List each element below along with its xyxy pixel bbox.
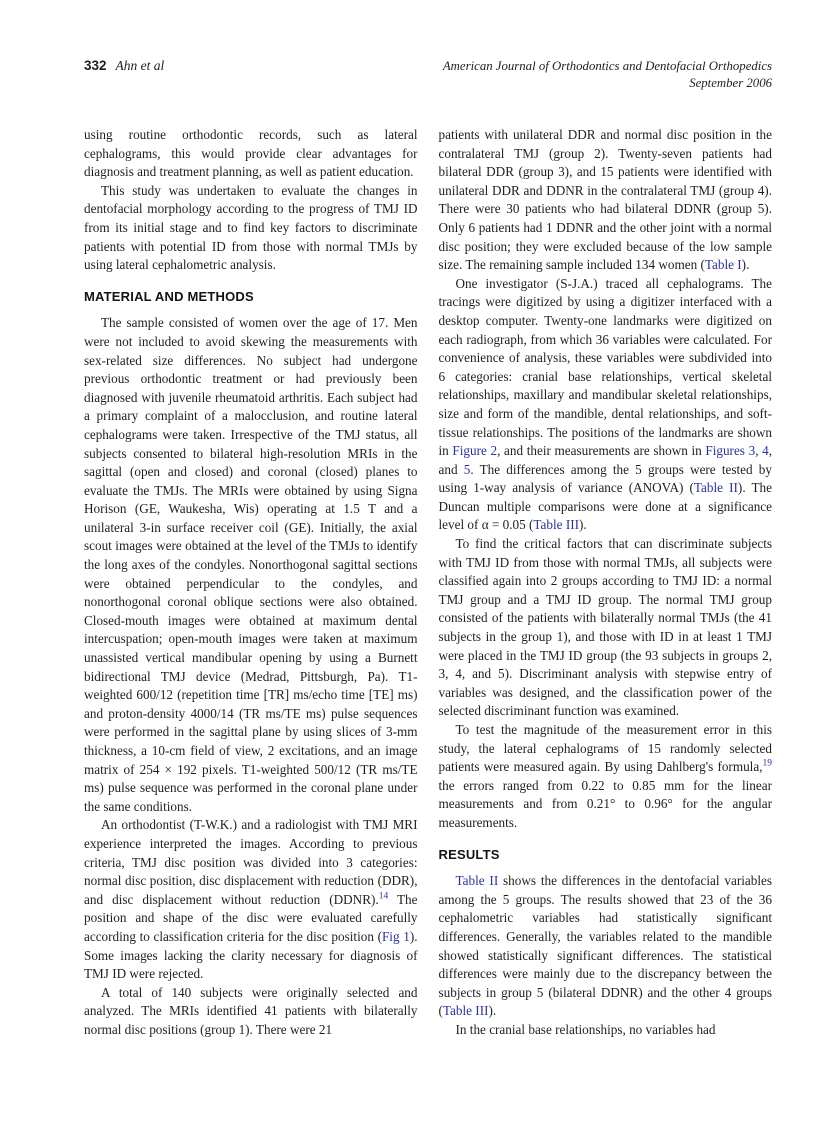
paragraph (439, 535, 773, 721)
cross-reference-link[interactable]: 4 (762, 443, 769, 459)
running-header-left (84, 58, 164, 74)
journal-title: American Journal of Orthodontics and Dentofacial Orthopedics (442, 59, 772, 73)
cross-reference-link[interactable]: Fig 1 (381, 928, 410, 944)
text-run: To test the magnitude of the measurement error in this study, the lateral cephalograms of 15 randomly selected patients were measured again. By using Dahlberg's formula, (438, 722, 772, 775)
cross-reference-link[interactable]: Table II (693, 480, 738, 496)
text-run: ). The Duncan multiple comparisons were done at a significance level of α = 0.05 ( (438, 480, 772, 533)
text-run: , and their measurements are shown in (497, 443, 706, 459)
issue-date: September 2006 (689, 76, 772, 90)
text-run: To find the critical factors that can discriminate subjects with TMJ ID from those with normal TMJs, all subjects were classified again into 2 groups according to TMJ ID: a normal TMJ group and a TMJ ID group. The normal TMJ group consisted of the patients with bilaterally normal TMJs (the 41 subjects in the group 1), and those with ID in at least 1 TMJ were placed in the TMJ ID group (the 93 subjects in groups 2, 3, 4, and 5). Discriminant analysis with stepwise entry of variables was designed, and the classification power of the selected discriminant function was examined. (438, 536, 772, 719)
paragraph (439, 872, 773, 1021)
text-run: , (755, 443, 763, 459)
cross-reference-link[interactable]: Figure 2 (452, 443, 498, 459)
text-run: A total of 140 subjects were originally selected and analyzed. The MRIs identified 41 patients with bilaterally normal disc positions (group 1). There were 21 (84, 984, 418, 1037)
text-run: In the cranial base relationships, no variables had (455, 1021, 716, 1037)
text-run: using routine orthodontic records, such as lateral cephalograms, this would provide clear advantages for diagnosis and treatment planning, as well as patient education. (84, 127, 418, 180)
paragraph (84, 126, 418, 182)
cross-reference-link[interactable]: Table II (455, 873, 499, 889)
paragraph (439, 721, 773, 833)
cross-reference-link[interactable]: 5 (463, 461, 471, 477)
cross-reference-link[interactable]: Table I (704, 257, 742, 273)
paragraph (439, 1021, 773, 1040)
text-run: The sample consisted of women over the age of 17. Men were not included to avoid skewing the measurements with sex-related size differences. No subject had undergone previous orthodontic treatment or had previously been diagnosed with juvenile rheumatoid arthritis. Each subject had a primary complaint of a malocclusion, and routine lateral cephalograms were taken. Irrespective of the TMJ status, all subjects consented to bilateral high-resolution MRIs in the sagittal (open and closed) and coronal (closed) planes to evaluate the TMJs. The MRIs were obtained by using Signa Horison (GE, Waukesha, Wis) operating at 1.5 T and a unilateral 3-in surface receiver coil (GE). Initially, the axial scout images were obtained at the level of the TMJs to identify the long axes of the condyles. Nonorthogonal sagittal sections were obtained perpendicular to the condyles, and nonorthogonal coronal oblique sections were also obtained. Closed-mouth images were obtained at maximum dental intercuspation; open-mouth images were taken at maximum unassisted vertical mandibular opening by using a Burnett bidirectional TMJ device (Medrad, Pittsburgh, Pa). T1-weighted 600/12 (repetition time [TR] ms/echo time [TE] ms) and proton-density 4000/14 (TR ms/TE ms) pulse sequences were performed in the sagittal plane by using slices of 3-mm thickness, a 10-cm field of view, 2 excitations, and an image matrix of 254 × 192 pixels. T1-weighted 500/12 (TR ms/TE ms) pulse sequence was performed in the coronal plane under the same conditions. (84, 315, 418, 814)
running-header (84, 58, 772, 92)
text-run: This study was undertaken to evaluate the changes in dentofacial morphology according to the progress of TMJ ID from its initial stage and to find key factors to discriminate patients with potential ID from those with normal TMJs by using lateral cephalometric analysis. (84, 182, 418, 273)
text-run: One investigator (S-J.A.) traced all cephalograms. The tracings were digitized by using a digitizer interfaced with a desktop computer. Twenty-one landmarks were digitized on each radiograph, from which 36 variables were calculated. For convenience of analysis, these variables were subdivided into 6 categories: cranial base relationships, vertical skeletal relationships, maxillary and mandibular skeletal relationships, size and form of the mandible, dental relationships, and soft-tissue relationships. The positions of the landmarks are shown in (438, 275, 772, 459)
text-run: the errors ranged from 0.22 to 0.85 mm for the linear measurements and from 0.21° to 0.96° for the angular measurements. (438, 777, 772, 830)
reference-citation-link[interactable]: 14 (378, 891, 389, 902)
paragraph (84, 816, 418, 983)
cross-reference-link[interactable]: Table III (442, 1003, 489, 1019)
page-number: 332 (84, 58, 107, 73)
section-heading: RESULTS (438, 846, 500, 862)
cross-reference-link[interactable]: Figures 3 (705, 443, 756, 459)
text-run: patients with unilateral DDR and normal disc position in the contralateral TMJ (group 2). Twenty-seven patients had bilateral DDR (group 3), and 15 patients were identified with unilateral DDR and DDNR in the contralateral TMJ (group 4). There were 30 patients who had bilateral DDNR (group 5). Only 6 patients had 1 DDNR and the other joint with a normal disc position; they were excluded because of the low sample size. The remaining sample included 134 women ( (438, 127, 772, 273)
text-run: . The differences among the 5 groups were tested by using 1-way analysis of variance (ANOVA) ( (438, 461, 772, 496)
text-run: ). (741, 257, 750, 273)
paragraph (84, 314, 418, 816)
text-run: , and (438, 443, 773, 477)
running-header-right (443, 58, 772, 92)
right-column (439, 126, 773, 1040)
running-authors: Ahn et al (115, 58, 165, 73)
paragraph (439, 275, 773, 535)
paragraph (84, 984, 418, 1040)
text-run: ). Some images lacking the clarity necessary for diagnosis of TMJ ID were rejected. (84, 928, 418, 982)
text-run: ). (488, 1003, 497, 1019)
paragraph (84, 182, 418, 275)
section-heading: MATERIAL AND METHODS (84, 288, 254, 304)
text-run: The position and shape of the disc were evaluated carefully according to classification criteria for the disc position ( (84, 891, 418, 944)
text-run: shows the differences in the dentofacial variables among the 5 groups. The results showed that 23 of the 36 cephalometric variables had statistically significant differences. Generally, the variables related to the mandible showed statistically significant differences. The statistical differences were mainly due to the discrepancy between the subjects in group 5 (bilateral DDNR) and the other 4 groups ( (438, 873, 772, 1019)
paragraph (439, 126, 773, 275)
text-run: An orthodontist (T-W.K.) and a radiologist with TMJ MRI experience interpreted the images. According to previous criteria, TMJ disc position was divided into 3 categories: normal disc position, disc displacement with reduction (DDR), and disc displacement without reduction (DDNR). (84, 817, 418, 907)
left-column (84, 126, 418, 1040)
reference-citation-link[interactable]: 19 (762, 758, 772, 769)
article-body (84, 126, 772, 1040)
cross-reference-link[interactable]: Table III (533, 517, 579, 533)
text-run: ). (579, 517, 587, 533)
